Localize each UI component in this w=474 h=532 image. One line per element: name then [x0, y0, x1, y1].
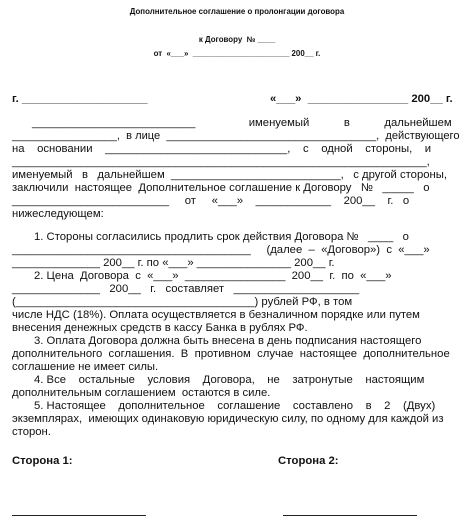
text-line: 5. Настоящее дополнительное соглашение составлено в 2 (Двух)	[34, 400, 436, 412]
text-line: ______________________________________ (далее – «Договор») с «___»	[12, 244, 430, 256]
text-line: соглашение не имеет силы.	[12, 361, 159, 373]
contract-reference: к Договору № ____	[198, 35, 276, 44]
text-line: ______________ 200__ г. по «___» _______________ 200__ г.	[12, 257, 335, 269]
text-line: сторон.	[12, 426, 51, 438]
text-line: экземплярах, имеющих одинаковую юридическую силу, по одному для каждой из	[12, 413, 444, 425]
text-line: _________________, в лице __________________________________, действующего	[12, 130, 460, 142]
text-line: дополнительным соглашением остаются в силе.	[12, 387, 271, 399]
text-line: (______________________________________) рублей РФ, в том	[12, 296, 353, 308]
text-line: числе НДС (18%). Оплата осуществляется в безналичном порядке или путем	[12, 309, 420, 321]
signature-label-party-2: Сторона 2:	[278, 455, 339, 467]
text-line: именуемый в дальнейшем ___________________________, с другой стороны,	[12, 169, 448, 181]
text-line: __________________________ именуемый в дальнейшем	[32, 117, 452, 129]
place-field: г. ____________________	[12, 93, 148, 105]
agreement-date-field: «___» ________________ 200__ г.	[270, 93, 453, 105]
text-line: __________________________________________________________________,	[12, 156, 430, 168]
signature-label-party-1: Сторона 1:	[12, 455, 73, 467]
signature-line-party-2	[283, 515, 417, 516]
text-line: внесения денежных средств в кассу Банка в рублях РФ.	[12, 322, 308, 334]
text-line: нижеследующем:	[12, 208, 104, 220]
text-line: 3. Оплата Договора должна быть внесена в день подписания настоящего	[34, 335, 422, 347]
text-line: дополнительного соглашения. В противном случае настоящее дополнительное	[12, 348, 450, 360]
text-line: _________________________ от «___» ____________ 200__ г. о	[12, 195, 410, 207]
text-line: 4. Все остальные условия Договора, не затронутые настоящим	[34, 374, 425, 386]
contract-date: от «___» ______________________ 200__ г.	[153, 49, 321, 58]
text-line: 1. Стороны согласились продлить срок действия Договора № ____ о	[34, 231, 409, 243]
text-line: заключили настоящее Дополнительное соглашение к Договору № _____ о	[12, 182, 430, 194]
text-line: на основании _____________________________, с одной стороны, и	[12, 143, 432, 155]
text-line: ______________ 200__ г. составляет ____________________	[12, 283, 360, 295]
signature-line-party-1	[12, 515, 146, 516]
document-title: Дополнительное соглашение о пролонгации договора	[129, 7, 345, 16]
text-line: 2. Цена Договора с «___» ________________ 200__ г. по «___»	[34, 270, 392, 282]
